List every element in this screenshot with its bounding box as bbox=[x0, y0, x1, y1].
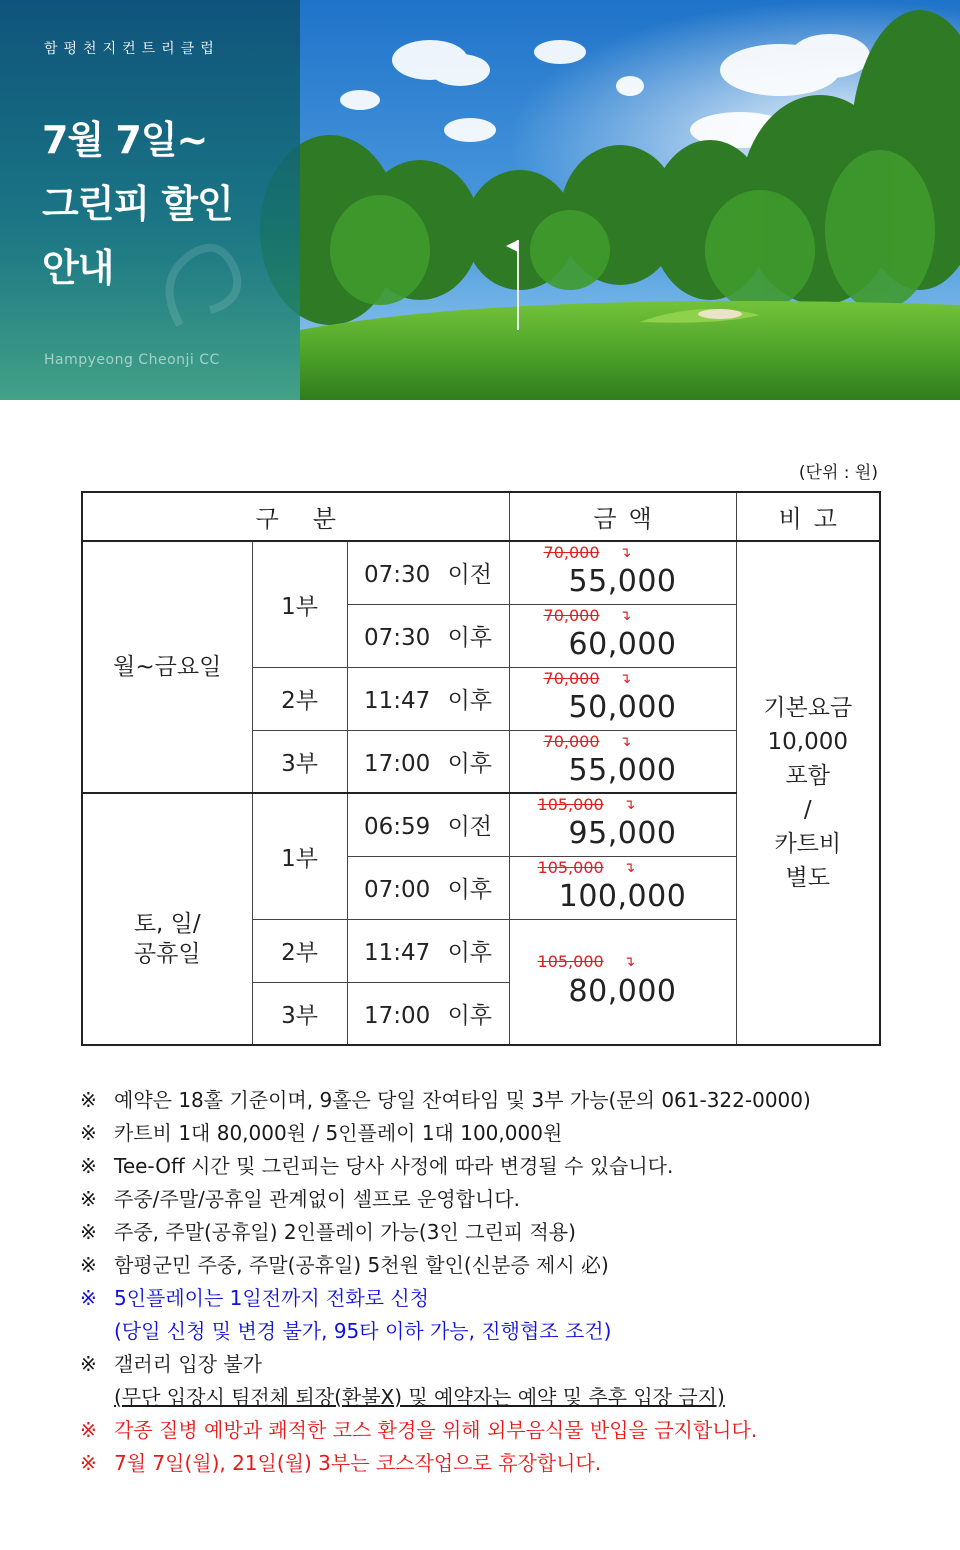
old-price: 105,000 bbox=[537, 857, 604, 877]
part-cell: 2부 bbox=[252, 919, 347, 982]
header-amount: 금액 bbox=[509, 492, 736, 541]
down-arrow-icon: ↴ bbox=[619, 733, 632, 750]
note-item bbox=[80, 1117, 940, 1150]
old-price: 70,000 bbox=[543, 668, 600, 688]
new-price: 95,000 bbox=[568, 816, 677, 852]
time-cell: 07:30 이후 bbox=[347, 604, 509, 667]
note-mark: ※ bbox=[80, 1286, 97, 1310]
remark-line: / bbox=[803, 797, 812, 823]
note-mark: ※ bbox=[80, 1187, 97, 1211]
hero-banner bbox=[0, 0, 960, 400]
club-name-english: Hampyeong Cheonji CC bbox=[44, 352, 220, 368]
price-cell bbox=[509, 604, 736, 667]
new-price: 80,000 bbox=[568, 974, 677, 1010]
note-text: (당일 신청 및 변경 불가, 95타 이하 가능, 진행협조 조건) bbox=[114, 1319, 612, 1343]
header-category: 구분 bbox=[82, 492, 509, 541]
note-mark: ※ bbox=[80, 1154, 97, 1178]
down-arrow-icon: ↴ bbox=[623, 953, 636, 970]
note-item bbox=[80, 1414, 940, 1447]
time-cell: 07:30 이전 bbox=[347, 541, 509, 604]
title-panel bbox=[0, 0, 300, 400]
part-cell: 3부 bbox=[252, 730, 347, 793]
old-price: 105,000 bbox=[537, 795, 604, 814]
page-title bbox=[42, 108, 292, 300]
time-cell: 11:47 이후 bbox=[347, 919, 509, 982]
down-arrow-icon: ↴ bbox=[619, 607, 632, 624]
note-text: 주중, 주말(공휴일) 2인플레이 가능(3인 그린피 적용) bbox=[114, 1220, 576, 1244]
note-text: 각종 질병 예방과 쾌적한 코스 환경을 위해 외부음식물 반입을 금지합니다. bbox=[114, 1418, 758, 1442]
note-text: 5인플레이는 1일전까지 전화로 신청 bbox=[114, 1286, 430, 1310]
time-cell: 17:00 이후 bbox=[347, 982, 509, 1045]
note-text: 예약은 18홀 기준이며, 9홀은 당일 잔여타임 및 3부 가능(문의 061-322-0000) bbox=[114, 1088, 811, 1112]
title-line: 그린피 할인 bbox=[42, 182, 233, 226]
note-mark: ※ bbox=[80, 1253, 97, 1277]
down-arrow-icon: ↴ bbox=[623, 859, 636, 876]
time-cell: 07:00 이후 bbox=[347, 856, 509, 919]
price-cell bbox=[509, 793, 736, 856]
price-cell bbox=[509, 667, 736, 730]
note-mark: ※ bbox=[80, 1220, 97, 1244]
day-weekend bbox=[82, 793, 252, 1045]
remark-cell bbox=[736, 541, 880, 1045]
time-cell: 17:00 이후 bbox=[347, 730, 509, 793]
old-price: 105,000 bbox=[537, 951, 604, 971]
price-cell bbox=[509, 730, 736, 793]
down-arrow-icon: ↴ bbox=[623, 797, 636, 813]
part-cell: 3부 bbox=[252, 982, 347, 1045]
note-item bbox=[80, 1216, 940, 1249]
note-text: Tee-Off 시간 및 그린피는 당사 사정에 따라 변경될 수 있습니다. bbox=[114, 1154, 674, 1178]
note-mark: ※ bbox=[80, 1121, 97, 1145]
new-price: 100,000 bbox=[558, 879, 687, 914]
note-item-continued bbox=[80, 1315, 940, 1348]
note-text: (무단 입장시 팀전체 퇴장(환불X) 및 예약자는 예약 및 추후 입장 금지) bbox=[114, 1385, 725, 1409]
remark-line: 카트비 bbox=[774, 831, 842, 857]
price-cell bbox=[509, 919, 736, 1045]
note-text: 주중/주말/공휴일 관계없이 셀프로 운영합니다. bbox=[114, 1187, 520, 1211]
old-price: 70,000 bbox=[543, 731, 600, 751]
title-line: 7월 7일~ bbox=[42, 118, 208, 162]
old-price: 70,000 bbox=[543, 543, 600, 562]
part-cell: 2부 bbox=[252, 667, 347, 730]
note-item bbox=[80, 1282, 940, 1315]
day-line: 공휴일 bbox=[133, 941, 201, 967]
down-arrow-icon: ↴ bbox=[619, 670, 632, 687]
note-item bbox=[80, 1249, 940, 1282]
unit-label: (단위 : 원) bbox=[798, 463, 878, 483]
note-mark: ※ bbox=[80, 1352, 97, 1376]
new-price: 50,000 bbox=[568, 690, 677, 725]
title-line: 안내 bbox=[42, 246, 114, 290]
day-line: 토, 일/ bbox=[133, 911, 201, 937]
note-item bbox=[80, 1348, 940, 1381]
time-cell: 11:47 이후 bbox=[347, 667, 509, 730]
note-text: 카트비 1대 80,000원 / 5인플레이 1대 100,000원 bbox=[114, 1121, 563, 1145]
note-item-continued bbox=[80, 1381, 940, 1414]
remark-line: 별도 bbox=[785, 865, 830, 891]
note-text: 7월 7일(월), 21일(월) 3부는 코스작업으로 휴장합니다. bbox=[114, 1451, 602, 1475]
price-cell bbox=[509, 541, 736, 604]
notes-list bbox=[80, 1084, 940, 1480]
time-cell: 06:59 이전 bbox=[347, 793, 509, 856]
new-price: 55,000 bbox=[568, 564, 677, 600]
new-price: 60,000 bbox=[568, 627, 677, 662]
new-price: 55,000 bbox=[568, 752, 677, 788]
note-text: 갤러리 입장 불가 bbox=[114, 1352, 262, 1376]
club-name: 함평천지컨트리클럽 bbox=[44, 41, 220, 57]
note-mark: ※ bbox=[80, 1418, 97, 1442]
table-header-row bbox=[82, 492, 880, 541]
remark-line: 기본요금 bbox=[763, 695, 853, 721]
remark-line: 포함 bbox=[785, 763, 830, 789]
note-text: 함평군민 주중, 주말(공휴일) 5천원 할인(신분증 제시 必) bbox=[114, 1253, 609, 1277]
price-cell bbox=[509, 856, 736, 919]
table-row bbox=[82, 541, 880, 604]
part-cell: 1부 bbox=[252, 793, 347, 919]
green-fee-table bbox=[81, 491, 881, 1046]
down-arrow-icon: ↴ bbox=[619, 545, 632, 561]
old-price: 70,000 bbox=[543, 605, 600, 625]
day-weekday: 월~금요일 bbox=[82, 541, 252, 793]
note-item bbox=[80, 1183, 940, 1216]
part-cell: 1부 bbox=[252, 541, 347, 667]
note-item bbox=[80, 1084, 940, 1117]
note-item bbox=[80, 1150, 940, 1183]
note-item bbox=[80, 1447, 940, 1480]
note-mark: ※ bbox=[80, 1451, 97, 1475]
remark-line: 10,000 bbox=[767, 729, 848, 755]
header-remark: 비고 bbox=[736, 492, 880, 541]
note-mark: ※ bbox=[80, 1088, 97, 1112]
